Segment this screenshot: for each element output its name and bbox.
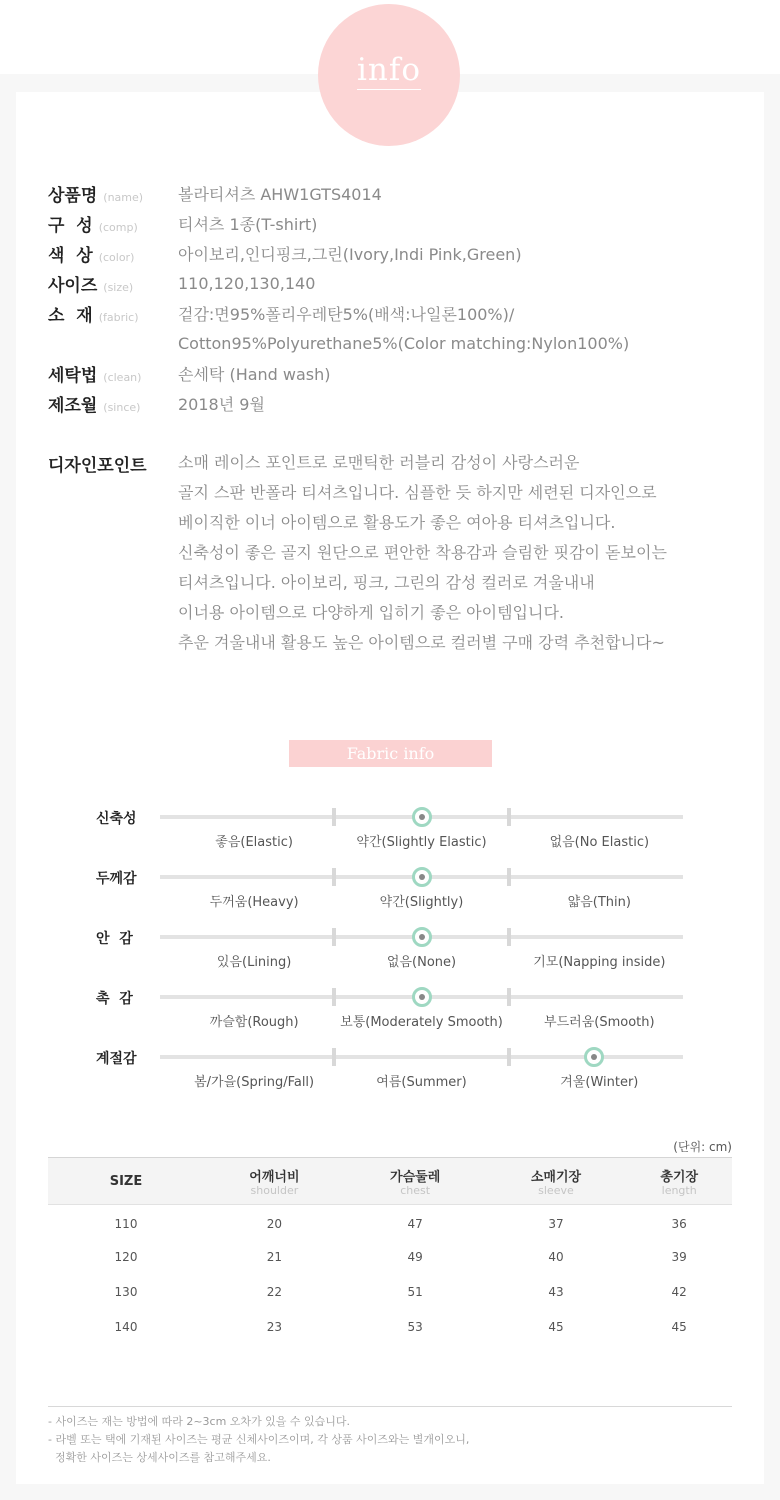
fabric-option: 부드러움(Smooth): [544, 1015, 655, 1030]
spec-label: 제조월: [48, 395, 98, 416]
info-title: info: [356, 52, 422, 88]
design-line: 이너용 아이템으로 다양하게 입히기 좋은 아이템입니다.: [178, 603, 565, 622]
fabric-scale-tick: [332, 868, 336, 886]
column-header-chest: 가슴둘레 chest: [390, 1169, 441, 1197]
table-cell: 37: [548, 1217, 564, 1232]
table-cell: 53: [407, 1320, 423, 1334]
design-line: 소매 레이스 포인트로 로맨틱한 러블리 감성이 사랑스러운: [178, 453, 580, 472]
fabric-scale-tick: [332, 988, 336, 1006]
spec-value: 2018년 9월: [178, 394, 265, 414]
fabric-scale-tick: [507, 928, 511, 946]
design-line: 베이직한 이너 아이템으로 활용도가 좋은 여아용 티셔츠입니다.: [178, 513, 616, 532]
table-cell: 130: [114, 1285, 138, 1299]
fabric-row: [0, 808, 780, 868]
spec-value: 겉감:면95%폴리우레탄5%(배색:나일론100%)/: [178, 304, 515, 324]
table-cell: 51: [407, 1285, 423, 1299]
table-cell: 22: [266, 1285, 283, 1299]
spec-row-fabric-cont: [48, 328, 768, 358]
spec-label-en: (clean): [103, 370, 142, 384]
fabric-label: 신축성: [96, 811, 137, 827]
table-cell: 45: [671, 1320, 687, 1334]
fabric-row: [0, 868, 780, 928]
spec-label-en: (fabric): [98, 310, 139, 324]
design-description: [178, 448, 667, 658]
column-header-shoulder: 어깨너비 shoulder: [249, 1169, 300, 1197]
spec-label-en: (color): [98, 250, 135, 264]
fabric-level-marker: [584, 1047, 604, 1067]
spec-row-color: [48, 238, 768, 268]
table-cell: 120: [114, 1250, 138, 1264]
spec-row-size: [48, 268, 768, 298]
spec-label: 구 성: [48, 215, 93, 236]
spec-row-name: [48, 178, 768, 208]
size-table: [48, 1157, 732, 1345]
spec-label: 소 재: [48, 305, 93, 326]
fabric-row: [0, 928, 780, 988]
spec-value: 110,120,130,140: [178, 273, 316, 293]
spec-label: 세탁법: [48, 365, 98, 386]
spec-value: 볼라티셔츠 AHW1GTS4014: [178, 184, 382, 204]
spec-label-en: (name): [103, 190, 144, 204]
fabric-option: 두꺼움(Heavy): [209, 895, 299, 910]
spec-value: 손세탁 (Hand wash): [178, 364, 331, 384]
spec-row-fabric: [48, 298, 768, 328]
fabric-option: 봄/가을(Spring/Fall): [194, 1075, 315, 1090]
fabric-level-marker: [412, 927, 432, 947]
fabric-option: 약간(Slightly Elastic): [356, 835, 487, 850]
fabric-level-marker: [412, 867, 432, 887]
spec-label-en: (since): [103, 400, 141, 414]
table-row: [48, 1240, 732, 1275]
table-cell: 43: [548, 1285, 564, 1299]
fabric-scale-tick: [332, 1048, 336, 1066]
table-cell: 23: [266, 1320, 283, 1334]
fabric-option: 없음(None): [386, 955, 457, 970]
fabric-scale-track: [160, 1055, 683, 1059]
table-cell: 39: [671, 1250, 687, 1264]
table-cell: 47: [407, 1217, 423, 1232]
design-line: 추운 겨울내내 활용도 높은 아이템으로 컬러별 구매 강력 추천합니다~: [178, 633, 665, 652]
size-notes: [48, 1406, 732, 1467]
size-table-header: [48, 1158, 732, 1205]
fabric-option: 있음(Lining): [216, 955, 292, 970]
fabric-option: 여름(Summer): [376, 1075, 467, 1090]
table-cell: 40: [548, 1250, 564, 1264]
table-cell: 140: [114, 1320, 138, 1334]
fabric-option: 기모(Napping inside): [533, 955, 666, 970]
fabric-row: [0, 1048, 780, 1108]
spec-label: 상품명: [48, 185, 98, 206]
fabric-label: 촉 감: [96, 991, 133, 1007]
design-label: 디자인포인트: [48, 456, 147, 476]
fabric-option: 보통(Moderately Smooth): [340, 1015, 503, 1030]
spec-row-clean: [48, 358, 768, 388]
fabric-scale-tick: [507, 988, 511, 1006]
size-unit: (단위: cm): [673, 1140, 732, 1154]
fabric-option: 약간(Slightly): [379, 895, 464, 910]
fabric-level-marker: [412, 807, 432, 827]
table-row: [48, 1205, 732, 1240]
fabric-option: 얇음(Thin): [567, 895, 631, 910]
table-cell: 42: [671, 1285, 687, 1299]
fabric-option: 없음(No Elastic): [549, 835, 650, 850]
table-cell: 36: [671, 1217, 687, 1232]
spec-label-en: (size): [103, 280, 134, 294]
spec-value: 티셔츠 1종(T-shirt): [178, 214, 318, 234]
design-line: 티셔츠입니다. 아이보리, 핑크, 그린의 감성 컬러로 겨울내내: [178, 573, 595, 592]
fabric-scale-tick: [507, 808, 511, 826]
table-row: [48, 1275, 732, 1310]
design-line: 골지 스판 반폴라 티셔츠입니다. 심플한 듯 하지만 세련된 디자인으로: [178, 483, 657, 502]
column-header-sleeve: 소매기장 sleeve: [530, 1169, 582, 1197]
design-line: 신축성이 좋은 골지 원단으로 편안한 착용감과 슬림한 핏감이 돋보이는: [178, 543, 667, 562]
fabric-row: [0, 988, 780, 1048]
fabric-label: 안 감: [96, 931, 133, 947]
column-header-size: SIZE: [109, 1173, 143, 1189]
spec-row-since: [48, 388, 768, 418]
fabric-scale-tick: [332, 928, 336, 946]
fabric-option: 까슬함(Rough): [209, 1015, 299, 1030]
spec-label: 색 상: [48, 245, 93, 266]
fabric-label: 계절감: [96, 1051, 137, 1067]
table-row: [48, 1310, 732, 1345]
note-line: - 사이즈는 재는 방법에 따라 2~3cm 오차가 있을 수 있습니다.: [48, 1415, 351, 1428]
fabric-label: 두께감: [96, 871, 137, 887]
fabric-scale-tick: [332, 808, 336, 826]
spec-label-en: (comp): [98, 220, 138, 234]
table-cell: 21: [266, 1250, 283, 1264]
fabric-scale-tick: [507, 868, 511, 886]
note-line: 정확한 사이즈는 상세사이즈를 참고해주세요.: [48, 1451, 271, 1464]
fabric-info-header: Fabric info: [289, 740, 492, 767]
table-cell: 49: [407, 1250, 423, 1264]
column-header-length: 총기장 length: [660, 1169, 699, 1197]
fabric-option: 좋음(Elastic): [215, 835, 293, 850]
table-cell: 110: [114, 1217, 138, 1232]
spec-value: 아이보리,인디핑크,그린(Ivory,Indi Pink,Green): [178, 244, 522, 264]
fabric-level-marker: [412, 987, 432, 1007]
note-line: - 라벨 또는 택에 기재된 사이즈는 평균 신체사이즈이며, 각 상품 사이즈와는 별개이오니,: [48, 1433, 470, 1446]
fabric-option: 겨울(Winter): [560, 1075, 639, 1090]
table-cell: 45: [548, 1320, 564, 1334]
product-spec: [48, 178, 768, 418]
fabric-scale-tick: [507, 1048, 511, 1066]
design-point: [48, 448, 768, 658]
spec-label: 사이즈: [48, 275, 98, 296]
spec-row-comp: [48, 208, 768, 238]
table-cell: 20: [266, 1217, 283, 1232]
spec-value: Cotton95%Polyurethane5%(Color matching:Nylon100%): [178, 333, 630, 353]
